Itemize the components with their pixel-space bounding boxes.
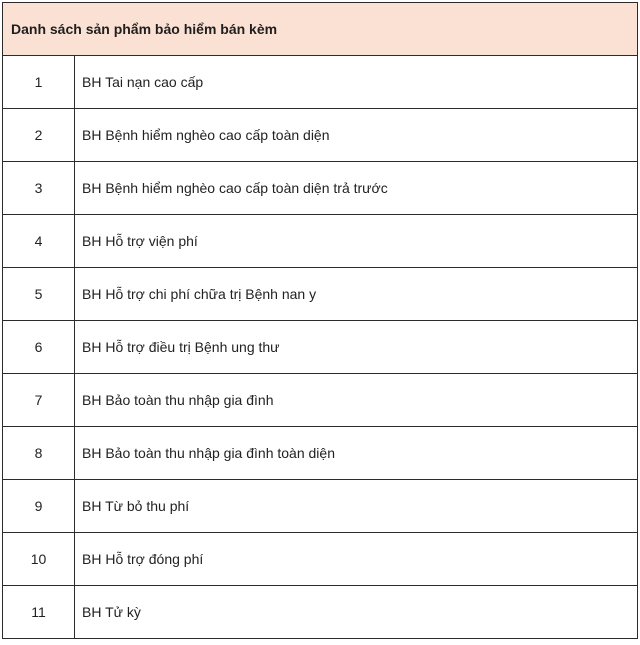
row-number: 2: [3, 109, 75, 162]
insurance-products-table: [2, 2, 638, 639]
table-header-row: [3, 3, 638, 56]
row-number: 5: [3, 268, 75, 321]
product-name: BH Hỗ trợ viện phí: [75, 215, 638, 268]
product-name: BH Hỗ trợ điều trị Bệnh ung thư: [75, 321, 638, 374]
row-number: 3: [3, 162, 75, 215]
product-name: BH Bảo toàn thu nhập gia đình: [75, 374, 638, 427]
table-row: [3, 109, 638, 162]
table-title: Danh sách sản phẩm bảo hiểm bán kèm: [3, 3, 638, 56]
table-row: [3, 321, 638, 374]
row-number: 6: [3, 321, 75, 374]
table-row: [3, 427, 638, 480]
table-row: [3, 586, 638, 639]
row-number: 10: [3, 533, 75, 586]
table-row: [3, 374, 638, 427]
row-number: 11: [3, 586, 75, 639]
table-row: [3, 56, 638, 109]
table-row: [3, 533, 638, 586]
table-body: [3, 56, 638, 639]
row-number: 8: [3, 427, 75, 480]
row-number: 1: [3, 56, 75, 109]
row-number: 9: [3, 480, 75, 533]
table-row: [3, 480, 638, 533]
insurance-products-table-container: [2, 2, 637, 639]
product-name: BH Từ bỏ thu phí: [75, 480, 638, 533]
product-name: BH Bệnh hiểm nghèo cao cấp toàn diện trả trước: [75, 162, 638, 215]
product-name: BH Tai nạn cao cấp: [75, 56, 638, 109]
row-number: 4: [3, 215, 75, 268]
table-row: [3, 162, 638, 215]
product-name: BH Hỗ trợ đóng phí: [75, 533, 638, 586]
product-name: BH Hỗ trợ chi phí chữa trị Bệnh nan y: [75, 268, 638, 321]
product-name: BH Tử kỳ: [75, 586, 638, 639]
row-number: 7: [3, 374, 75, 427]
table-row: [3, 215, 638, 268]
table-row: [3, 268, 638, 321]
product-name: BH Bảo toàn thu nhập gia đình toàn diện: [75, 427, 638, 480]
product-name: BH Bệnh hiểm nghèo cao cấp toàn diện: [75, 109, 638, 162]
